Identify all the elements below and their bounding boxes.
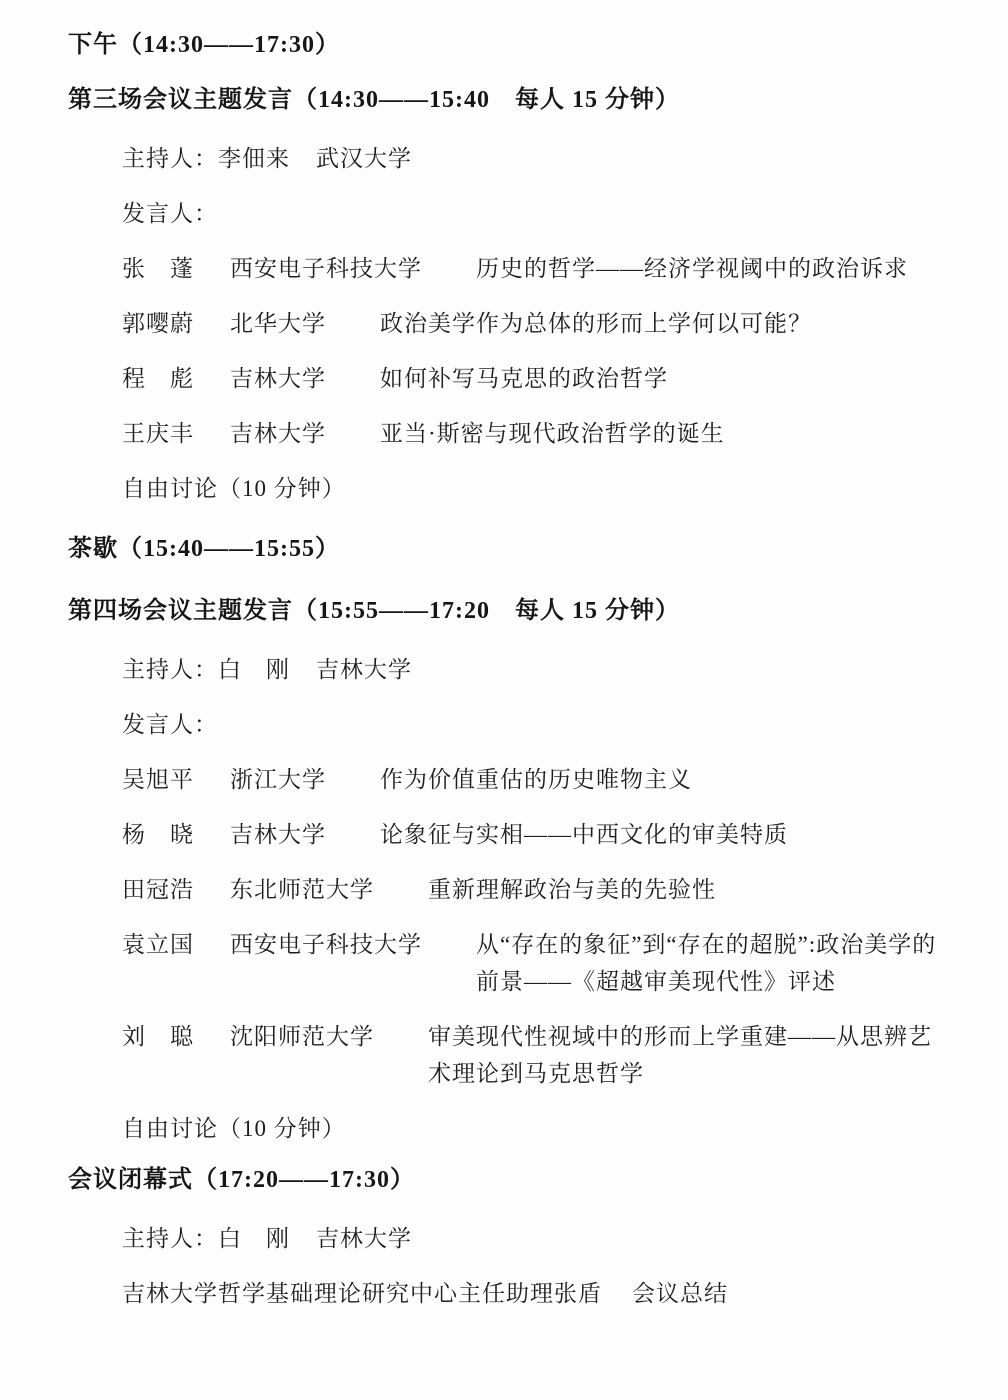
speaker-affiliation: 沈阳师范大学	[230, 1024, 374, 1049]
speaker-affiliation: 吉林大学	[230, 366, 326, 391]
speaker-row	[122, 926, 952, 1000]
speaker-name: 程 彪	[122, 366, 194, 391]
speaker-topic: 重新理解政治与美的先验性	[428, 877, 716, 902]
speaker-name: 刘 聪	[122, 1024, 194, 1049]
speaker-row	[122, 761, 952, 798]
speaker-topic: 亚当·斯密与现代政治哲学的诞生	[380, 421, 725, 446]
host-name: 李佃来	[218, 146, 290, 171]
session-3-speakers-label: 发言人：	[122, 201, 218, 226]
speaker-row	[122, 415, 952, 452]
speaker-affiliation: 吉林大学	[230, 421, 326, 446]
host-affiliation: 吉林大学	[316, 1226, 412, 1251]
session-4-header: 第四场会议主题发言（15:55——17:20 每人 15 分钟）	[68, 598, 680, 624]
speaker-name: 吴旭平	[122, 767, 194, 792]
speaker-name: 王庆丰	[122, 421, 194, 446]
speaker-topic: 论象征与实相——中西文化的审美特质	[380, 822, 788, 847]
host-affiliation: 武汉大学	[316, 146, 412, 171]
speaker-name: 田冠浩	[122, 877, 194, 902]
closing-summary-line	[122, 1275, 952, 1312]
speaker-topic: 作为价值重估的历史唯物主义	[380, 767, 692, 792]
speaker-affiliation: 西安电子科技大学	[230, 932, 422, 957]
session-4-host-line	[122, 651, 952, 688]
speaker-affiliation: 吉林大学	[230, 822, 326, 847]
session-4-free-discussion: 自由讨论（10 分钟）	[122, 1116, 346, 1141]
speaker-affiliation: 北华大学	[230, 311, 326, 336]
session-4-speakers-label: 发言人：	[122, 712, 218, 737]
host-label: 主持人：	[122, 1226, 218, 1251]
host-name: 白 刚	[218, 1226, 290, 1251]
speaker-name: 杨 晓	[122, 822, 194, 847]
speaker-row	[122, 360, 952, 397]
speaker-row	[122, 1018, 952, 1092]
session-3-header: 第三场会议主题发言（14:30——15:40 每人 15 分钟）	[68, 87, 680, 113]
speaker-topic: 从“存在的象征”到“存在的超脱”:政治美学的前景——《超越审美现代性》评述	[476, 932, 937, 994]
tea-break-header: 茶歇（15:40——15:55）	[68, 536, 340, 562]
speaker-name: 郭嘤蔚	[122, 311, 194, 336]
host-label: 主持人：	[122, 146, 218, 171]
speaker-name: 张 蓬	[122, 256, 194, 281]
speaker-affiliation: 浙江大学	[230, 767, 326, 792]
session-3-host-line	[122, 140, 952, 177]
host-affiliation: 吉林大学	[316, 657, 412, 682]
summary-presenter: 吉林大学哲学基础理论研究中心主任助理张盾	[122, 1281, 602, 1306]
afternoon-time-header: 下午（14:30——17:30）	[68, 32, 340, 58]
speaker-row	[122, 250, 952, 287]
speaker-topic: 政治美学作为总体的形而上学何以可能？	[380, 311, 812, 336]
speaker-row	[122, 305, 952, 342]
speaker-topic: 审美现代性视域中的形而上学重建——从思辨艺术理论到马克思哲学	[428, 1024, 932, 1086]
speaker-row	[122, 871, 952, 908]
session-3-free-discussion: 自由讨论（10 分钟）	[122, 476, 346, 501]
host-label: 主持人：	[122, 657, 218, 682]
summary-label: 会议总结	[632, 1281, 728, 1306]
speaker-name: 袁立国	[122, 932, 194, 957]
speaker-affiliation: 西安电子科技大学	[230, 256, 422, 281]
closing-ceremony-header: 会议闭幕式（17:20——17:30）	[68, 1167, 415, 1193]
speaker-affiliation: 东北师范大学	[230, 877, 374, 902]
closing-host-line	[122, 1220, 952, 1257]
speaker-topic: 如何补写马克思的政治哲学	[380, 366, 668, 391]
host-name: 白 刚	[218, 657, 290, 682]
speaker-topic: 历史的哲学——经济学视阈中的政治诉求	[476, 256, 908, 281]
speaker-row	[122, 816, 952, 853]
